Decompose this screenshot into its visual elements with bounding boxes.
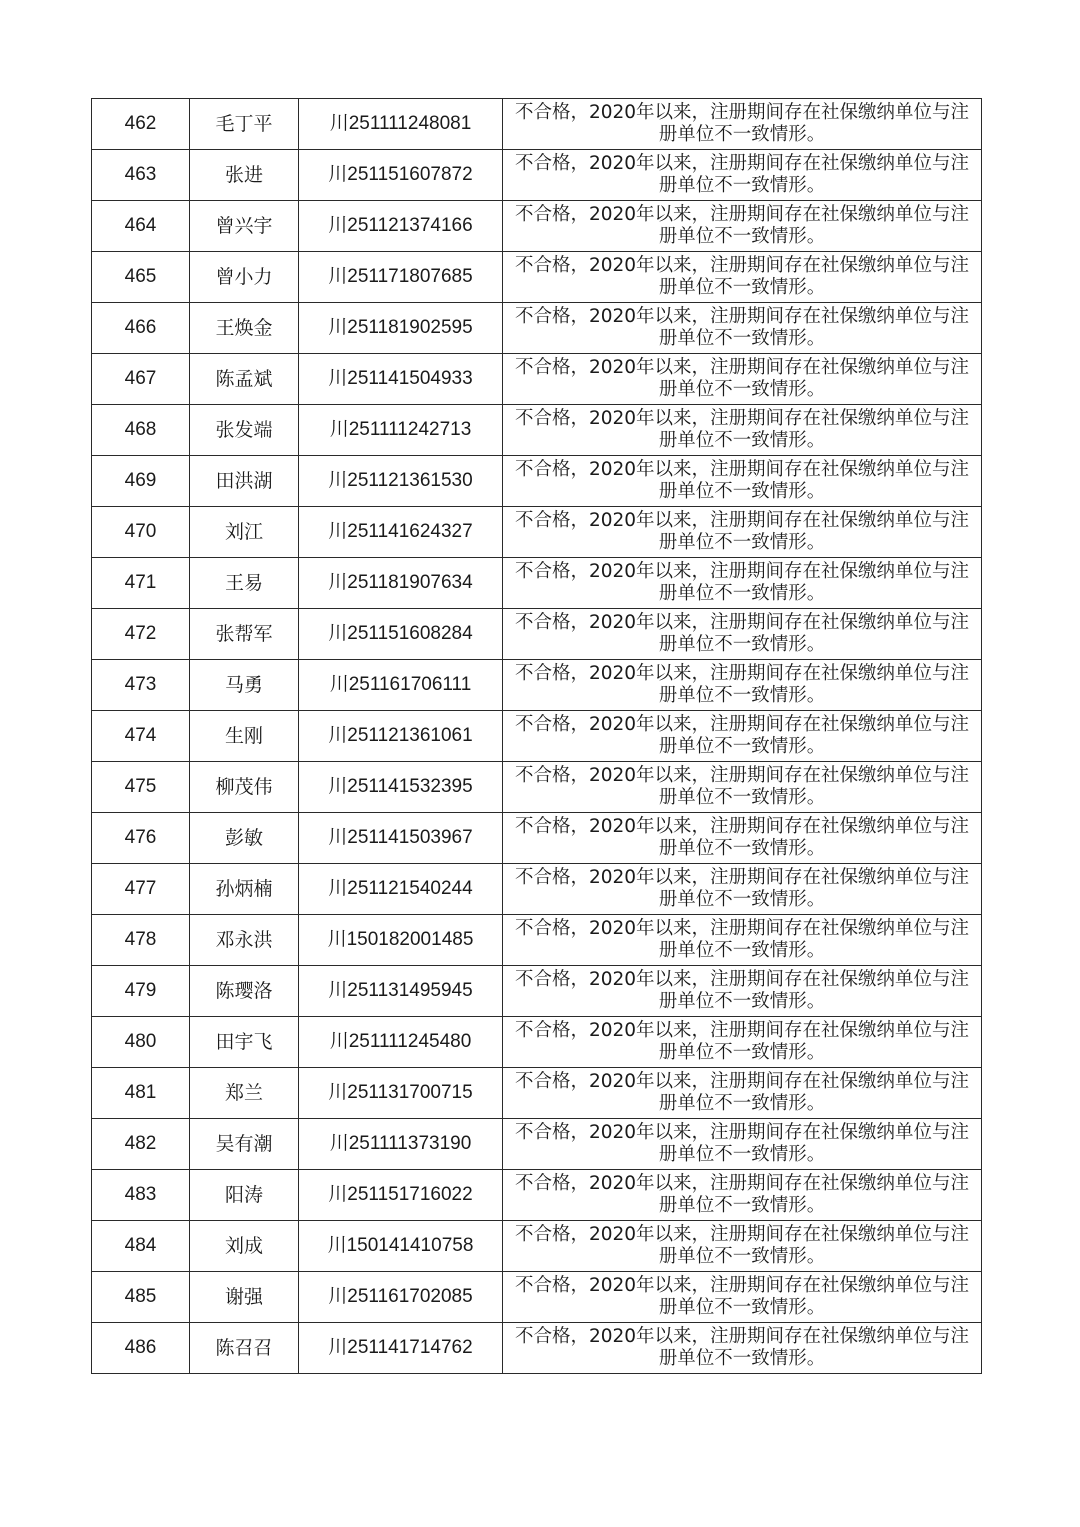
certificate-number-cell: 川251121374166 <box>299 201 503 252</box>
certificate-number-cell: 川251161702085 <box>299 1272 503 1323</box>
table-row <box>92 1170 982 1221</box>
table-row <box>92 150 982 201</box>
person-name-cell: 张帮军 <box>190 609 299 660</box>
row-number-cell: 468 <box>92 405 190 456</box>
table-row <box>92 201 982 252</box>
row-number-cell: 472 <box>92 609 190 660</box>
result-remark-cell: 不合格，2020年以来，注册期间存在社保缴纳单位与注册单位不一致情形。 <box>503 456 982 507</box>
table-row <box>92 507 982 558</box>
person-name-cell: 谢强 <box>190 1272 299 1323</box>
person-name-cell: 张发端 <box>190 405 299 456</box>
person-name-cell: 邓永洪 <box>190 915 299 966</box>
row-number-cell: 462 <box>92 99 190 150</box>
result-remark-cell: 不合格，2020年以来，注册期间存在社保缴纳单位与注册单位不一致情形。 <box>503 864 982 915</box>
row-number-cell: 465 <box>92 252 190 303</box>
person-name-cell: 田洪湖 <box>190 456 299 507</box>
row-number-cell: 485 <box>92 1272 190 1323</box>
table-row <box>92 1221 982 1272</box>
table-row <box>92 354 982 405</box>
table-row <box>92 915 982 966</box>
certificate-number-cell: 川251161706111 <box>299 660 503 711</box>
person-name-cell: 生刚 <box>190 711 299 762</box>
row-number-cell: 464 <box>92 201 190 252</box>
table-row <box>92 1017 982 1068</box>
certificate-number-cell: 川251121540244 <box>299 864 503 915</box>
table-row <box>92 1068 982 1119</box>
row-number-cell: 481 <box>92 1068 190 1119</box>
person-name-cell: 彭敏 <box>190 813 299 864</box>
certificate-number-cell: 川251151607872 <box>299 150 503 201</box>
person-name-cell: 田宇飞 <box>190 1017 299 1068</box>
result-remark-cell: 不合格，2020年以来，注册期间存在社保缴纳单位与注册单位不一致情形。 <box>503 405 982 456</box>
table-row <box>92 558 982 609</box>
table-row <box>92 405 982 456</box>
result-remark-cell: 不合格，2020年以来，注册期间存在社保缴纳单位与注册单位不一致情形。 <box>503 1017 982 1068</box>
table-row <box>92 711 982 762</box>
certificate-number-cell: 川251181907634 <box>299 558 503 609</box>
result-remark-cell: 不合格，2020年以来，注册期间存在社保缴纳单位与注册单位不一致情形。 <box>503 711 982 762</box>
certificate-number-cell: 川251111248081 <box>299 99 503 150</box>
person-name-cell: 曾兴宇 <box>190 201 299 252</box>
table-row <box>92 1119 982 1170</box>
row-number-cell: 470 <box>92 507 190 558</box>
person-name-cell: 毛丁平 <box>190 99 299 150</box>
table-body <box>92 99 982 1374</box>
result-remark-cell: 不合格，2020年以来，注册期间存在社保缴纳单位与注册单位不一致情形。 <box>503 150 982 201</box>
person-name-cell: 阳涛 <box>190 1170 299 1221</box>
result-remark-cell: 不合格，2020年以来，注册期间存在社保缴纳单位与注册单位不一致情形。 <box>503 507 982 558</box>
table-row <box>92 609 982 660</box>
result-remark-cell: 不合格，2020年以来，注册期间存在社保缴纳单位与注册单位不一致情形。 <box>503 813 982 864</box>
result-remark-cell: 不合格，2020年以来，注册期间存在社保缴纳单位与注册单位不一致情形。 <box>503 201 982 252</box>
person-name-cell: 王焕金 <box>190 303 299 354</box>
certificate-number-cell: 川251121361061 <box>299 711 503 762</box>
certificate-number-cell: 川251141503967 <box>299 813 503 864</box>
certificate-number-cell: 川251141532395 <box>299 762 503 813</box>
person-name-cell: 陈孟斌 <box>190 354 299 405</box>
row-number-cell: 478 <box>92 915 190 966</box>
row-number-cell: 474 <box>92 711 190 762</box>
certificate-number-cell: 川251181902595 <box>299 303 503 354</box>
result-remark-cell: 不合格，2020年以来，注册期间存在社保缴纳单位与注册单位不一致情形。 <box>503 354 982 405</box>
result-remark-cell: 不合格，2020年以来，注册期间存在社保缴纳单位与注册单位不一致情形。 <box>503 1170 982 1221</box>
result-remark-cell: 不合格，2020年以来，注册期间存在社保缴纳单位与注册单位不一致情形。 <box>503 609 982 660</box>
certificate-number-cell: 川251171807685 <box>299 252 503 303</box>
person-name-cell: 陈璎洛 <box>190 966 299 1017</box>
row-number-cell: 466 <box>92 303 190 354</box>
certificate-number-cell: 川251111373190 <box>299 1119 503 1170</box>
certificate-number-cell: 川251121361530 <box>299 456 503 507</box>
certificate-number-cell: 川251111245480 <box>299 1017 503 1068</box>
result-remark-cell: 不合格，2020年以来，注册期间存在社保缴纳单位与注册单位不一致情形。 <box>503 252 982 303</box>
row-number-cell: 483 <box>92 1170 190 1221</box>
certificate-number-cell: 川150141410758 <box>299 1221 503 1272</box>
certificate-number-cell: 川251111242713 <box>299 405 503 456</box>
certificate-number-cell: 川251131700715 <box>299 1068 503 1119</box>
result-remark-cell: 不合格，2020年以来，注册期间存在社保缴纳单位与注册单位不一致情形。 <box>503 99 982 150</box>
row-number-cell: 482 <box>92 1119 190 1170</box>
person-name-cell: 刘成 <box>190 1221 299 1272</box>
row-number-cell: 477 <box>92 864 190 915</box>
row-number-cell: 476 <box>92 813 190 864</box>
table-row <box>92 99 982 150</box>
table-row <box>92 1323 982 1374</box>
table-row <box>92 303 982 354</box>
certificate-number-cell: 川251151608284 <box>299 609 503 660</box>
row-number-cell: 486 <box>92 1323 190 1374</box>
table-row <box>92 252 982 303</box>
result-remark-cell: 不合格，2020年以来，注册期间存在社保缴纳单位与注册单位不一致情形。 <box>503 966 982 1017</box>
result-remark-cell: 不合格，2020年以来，注册期间存在社保缴纳单位与注册单位不一致情形。 <box>503 303 982 354</box>
row-number-cell: 471 <box>92 558 190 609</box>
certificate-number-cell: 川251151716022 <box>299 1170 503 1221</box>
person-name-cell: 曾小力 <box>190 252 299 303</box>
person-name-cell: 柳茂伟 <box>190 762 299 813</box>
table-row <box>92 813 982 864</box>
result-remark-cell: 不合格，2020年以来，注册期间存在社保缴纳单位与注册单位不一致情形。 <box>503 1068 982 1119</box>
person-name-cell: 吴有潮 <box>190 1119 299 1170</box>
table-row <box>92 660 982 711</box>
result-remark-cell: 不合格，2020年以来，注册期间存在社保缴纳单位与注册单位不一致情形。 <box>503 762 982 813</box>
table-row <box>92 762 982 813</box>
person-name-cell: 郑兰 <box>190 1068 299 1119</box>
person-name-cell: 刘江 <box>190 507 299 558</box>
result-remark-cell: 不合格，2020年以来，注册期间存在社保缴纳单位与注册单位不一致情形。 <box>503 1323 982 1374</box>
row-number-cell: 467 <box>92 354 190 405</box>
result-remark-cell: 不合格，2020年以来，注册期间存在社保缴纳单位与注册单位不一致情形。 <box>503 660 982 711</box>
result-remark-cell: 不合格，2020年以来，注册期间存在社保缴纳单位与注册单位不一致情形。 <box>503 915 982 966</box>
row-number-cell: 475 <box>92 762 190 813</box>
certificate-number-cell: 川251141504933 <box>299 354 503 405</box>
table-row <box>92 456 982 507</box>
person-name-cell: 王易 <box>190 558 299 609</box>
certificate-number-cell: 川251141624327 <box>299 507 503 558</box>
person-name-cell: 张进 <box>190 150 299 201</box>
certificate-number-cell: 川150182001485 <box>299 915 503 966</box>
row-number-cell: 469 <box>92 456 190 507</box>
certificate-number-cell: 川251131495945 <box>299 966 503 1017</box>
person-name-cell: 陈召召 <box>190 1323 299 1374</box>
results-table <box>91 98 982 1374</box>
row-number-cell: 473 <box>92 660 190 711</box>
row-number-cell: 463 <box>92 150 190 201</box>
table-row <box>92 1272 982 1323</box>
person-name-cell: 孙炳楠 <box>190 864 299 915</box>
table-row <box>92 864 982 915</box>
result-remark-cell: 不合格，2020年以来，注册期间存在社保缴纳单位与注册单位不一致情形。 <box>503 558 982 609</box>
table-row <box>92 966 982 1017</box>
row-number-cell: 479 <box>92 966 190 1017</box>
result-remark-cell: 不合格，2020年以来，注册期间存在社保缴纳单位与注册单位不一致情形。 <box>503 1221 982 1272</box>
certificate-number-cell: 川251141714762 <box>299 1323 503 1374</box>
result-remark-cell: 不合格，2020年以来，注册期间存在社保缴纳单位与注册单位不一致情形。 <box>503 1272 982 1323</box>
row-number-cell: 480 <box>92 1017 190 1068</box>
result-remark-cell: 不合格，2020年以来，注册期间存在社保缴纳单位与注册单位不一致情形。 <box>503 1119 982 1170</box>
person-name-cell: 马勇 <box>190 660 299 711</box>
row-number-cell: 484 <box>92 1221 190 1272</box>
